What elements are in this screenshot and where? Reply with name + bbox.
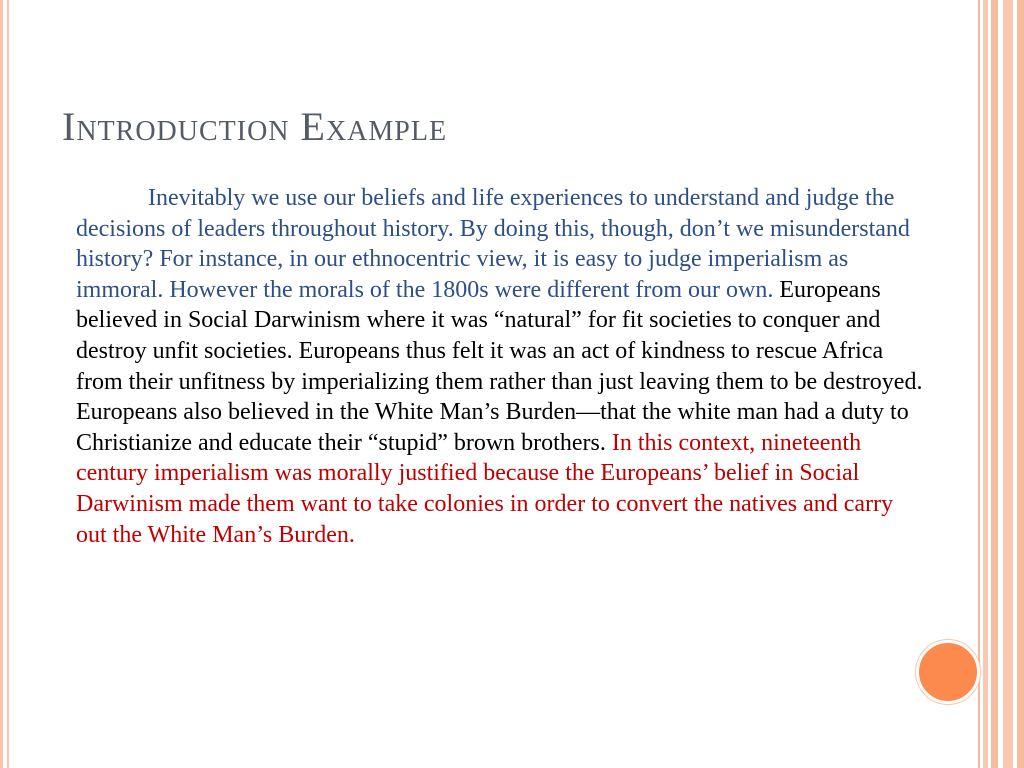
right-border-stripe: [1017, 0, 1024, 768]
paragraph-evidence-text: Europeans believed in Social Darwinism where it was “natural” for fit societies to conquer and destroy unfit societies. Europeans thus felt it was an act of kindness to rescue Africa from their unfitness by imperializing them rather than just leaving them to be destroyed. Europeans also believed in the White Man’s Burden—that the white man had a duty to Christianize and educate their “stupid” brown brothers.: [76, 276, 923, 456]
body-paragraph: [76, 183, 926, 550]
left-border-stripe-inner: [7, 0, 9, 768]
slide-title: Introduction Example: [62, 104, 448, 149]
right-border-stripe: [1003, 0, 1013, 768]
right-border-stripe: [978, 0, 980, 768]
decorative-circle: [916, 640, 980, 704]
right-border-stripe: [983, 0, 988, 768]
paragraph-intro-text: Inevitably we use our beliefs and life experiences to understand and judge the decisions of leaders throughout history. By doing this, though, don’t we misunderstand history? For instance, in our ethnocentric view, it is easy to judge imperialism as immoral. However the morals of the 1800s were different from our own.: [76, 185, 910, 303]
right-border-stripe: [991, 0, 998, 768]
left-border-stripe: [0, 0, 3, 768]
paragraph-thesis-text: In this context, nineteenth century imperialism was morally justified because the Europeans’ belief in Social Darwinism made them want to take colonies in order to convert the natives and carry out the White Man’s Burden.: [76, 429, 894, 548]
